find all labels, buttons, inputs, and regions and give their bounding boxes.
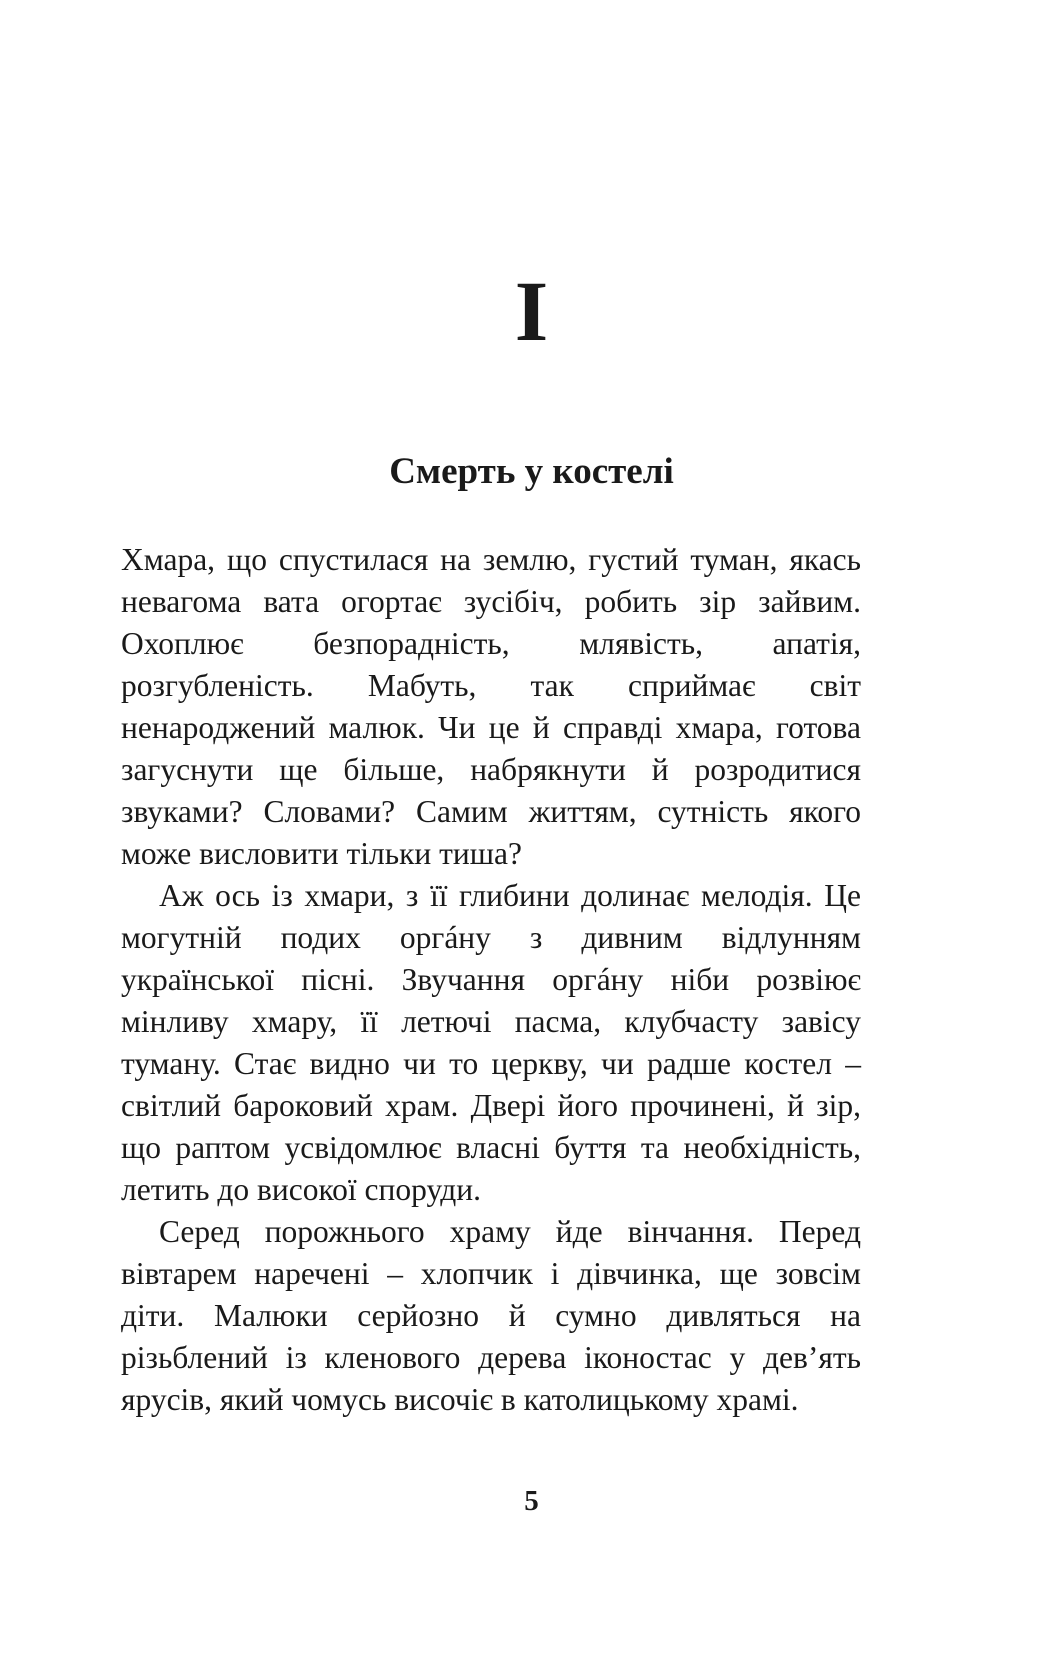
paragraph: Хмара, що спустилася на землю, густий туман, якась невагома вата огортає зусібіч, робить зір зайвим. Охоплює безпорадність, млявість, апатія, розгубленість. Мабуть, так сприймає світ ненароджений малюк. Чи це й справді хмара, готова загуснути ще більше, набрякнути й розродитися звуками? Словами? Самим життям, сутність якого може висловити тільки тиша? xyxy=(121,542,861,871)
paragraph: Аж ось із хмари, з її глибини долинає мелодія. Це могутній подих оргáну з дивним відлунням української пісні. Звучання оргáну ніби розвіює мінливу хмару, її летючі пасма, клубчасту завісу туману. Стає видно чи то церкву, чи радше костел – світлий бароковий храм. Двері його прочинені, й зір, що раптом усвідомлює власні буття та необхідність, летить до високої споруди. xyxy=(121,878,861,1207)
body-text xyxy=(121,539,861,1421)
paragraph: Серед порожнього храму йде вінчання. Перед вівтарем наречені – хлопчик і дівчинка, ще зовсім діти. Малюки серйозно й сумно дивляться на різьблений із кленового дерева іконостас у дев’ять ярусів, який чомусь височіє в католицькому храмі. xyxy=(121,1214,861,1417)
chapter-number: I xyxy=(514,263,549,359)
page-number: 5 xyxy=(524,1485,539,1517)
chapter-title: Смерть у костелі xyxy=(389,451,674,492)
